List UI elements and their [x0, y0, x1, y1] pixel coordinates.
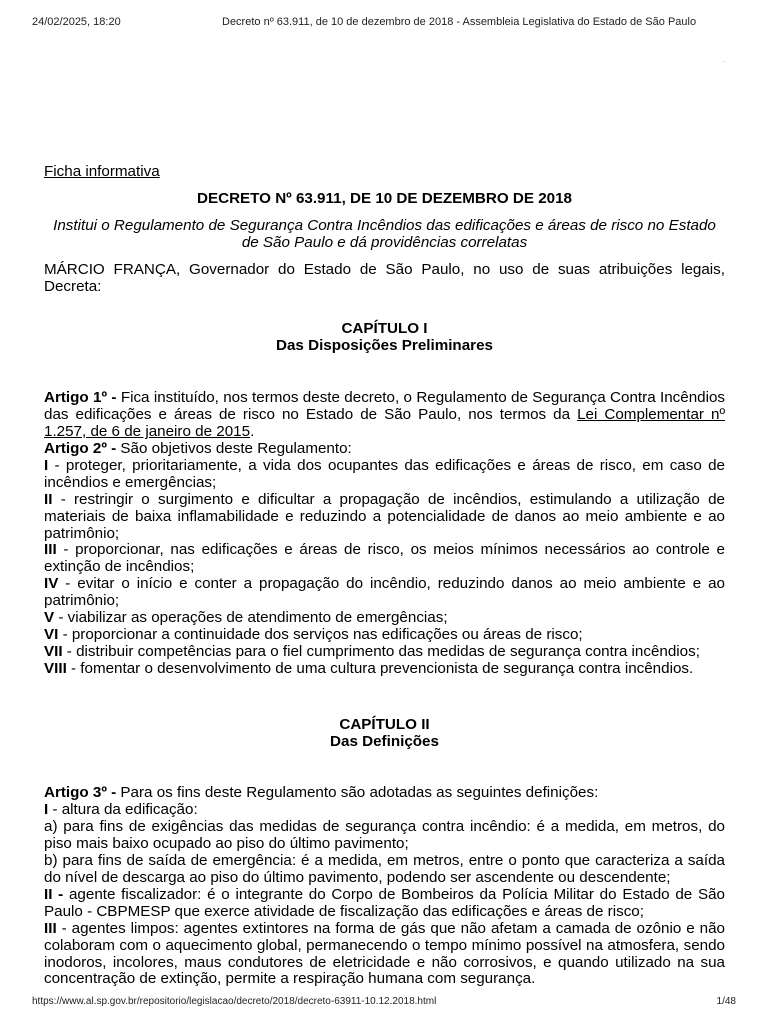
- lei-complementar-link[interactable]: Lei Complementar nº 1.257, de 6 de janeiro de 2015: [44, 406, 725, 441]
- article-2-label: Artigo 2º -: [44, 439, 117, 457]
- chapter-2-label: CAPÍTULO II: [339, 715, 430, 733]
- item-text: - distribuir competências para o fiel cumprimento das medidas de segurança contra incêndios;: [62, 642, 700, 660]
- item-number: I: [44, 801, 49, 819]
- item-text: - proporcionar a continuidade dos serviços nas edificações ou áreas de risco;: [58, 625, 583, 643]
- item-number: II: [44, 490, 53, 508]
- article-2-item: [44, 576, 725, 610]
- article-3-item-i: [44, 802, 725, 819]
- item-text: - agentes limpos: agentes extintores na forma de gás que não afetam a camada de ozônio e não colaboram com o aquecimento global, permanecendo o tempo mínimo possível na atmosfera, sendo inodoros, incolores, maus condutores de eletricidade e não corrosivos, e quando utilizado na sua concentração de extinção, permite a respiração humana com segurança.: [44, 919, 725, 988]
- item-number: V: [44, 609, 55, 627]
- corner-mark: ·: [722, 56, 726, 67]
- item-text: - fomentar o desenvolvimento de uma cultura prevencionista de segurança contra incêndios.: [66, 659, 694, 677]
- article-2-item: [44, 458, 725, 492]
- print-footer: [32, 996, 736, 1010]
- item-text: - viabilizar as operações de atendimento de emergências;: [54, 609, 448, 627]
- article-3-text: Para os fins deste Regulamento são adotadas as seguintes definições:: [116, 784, 599, 802]
- item-number: III: [44, 541, 57, 559]
- article-1-label: Artigo 1º -: [44, 389, 117, 407]
- item-number: II -: [44, 885, 64, 903]
- page-number: 1/48: [716, 996, 736, 1007]
- document-body: [44, 164, 725, 988]
- item-number: VI: [44, 625, 59, 643]
- item-text: - proteger, prioritariamente, a vida dos ocupantes das edificações e áreas de risco, em caso de incêndios e emergências;: [44, 456, 725, 491]
- article-3-item-ii: [44, 887, 725, 921]
- print-header: [32, 16, 736, 32]
- item-text: - proporcionar, nas edificações e áreas de risco, os meios mínimos necessários ao controle e extinção de incêndios;: [44, 541, 725, 576]
- chapter-2-heading: [44, 717, 725, 751]
- article-2-item: [44, 610, 725, 627]
- article-2-text: São objetivos deste Regulamento:: [116, 439, 352, 457]
- article-1: [44, 390, 725, 441]
- item-number: IV: [44, 575, 59, 593]
- item-number: III: [44, 919, 57, 937]
- print-url: https://www.al.sp.gov.br/repositorio/legislacao/decreto/2018/decreto-63911-10.12.2018.html: [32, 996, 437, 1007]
- article-3-item-iii: [44, 921, 725, 989]
- article-2: [44, 441, 725, 458]
- article-2-item: [44, 542, 725, 576]
- article-3-sub-b: b) para fins de saída de emergência: é a medida, em metros, entre o ponto que caracteriza a saída do nível de descarga ao piso do último pavimento, podendo ser ascendente ou descendente;: [44, 852, 725, 886]
- item-number: I: [44, 456, 49, 474]
- item-text: agente fiscalizador: é o integrante do Corpo de Bombeiros da Polícia Militar do Estado de São Paulo - CBPMESP que exerce atividade de fiscalização das edificações e áreas de risco;: [44, 885, 725, 920]
- article-1-text: Fica instituído, nos termos deste decreto, o Regulamento de Segurança Contra Incêndios das edificações e áreas de risco no Estado de São Paulo, nos termos da: [44, 389, 725, 424]
- decree-ementa: Institui o Regulamento de Segurança Contra Incêndios das edificações e áreas de risco no Estado de São Paulo e dá providências correlatas: [53, 216, 716, 251]
- decree-title: DECRETO Nº 63.911, DE 10 DE DEZEMBRO DE 2018: [197, 189, 572, 207]
- article-1-end: .: [250, 423, 255, 441]
- article-2-item: [44, 627, 725, 644]
- chapter-1-label: CAPÍTULO I: [341, 320, 428, 338]
- article-3: [44, 785, 725, 802]
- chapter-1-title: Das Disposições Preliminares: [276, 337, 493, 355]
- chapter-1-heading: [44, 321, 725, 355]
- item-number: VIII: [44, 659, 67, 677]
- item-number: VII: [44, 642, 63, 660]
- print-document-title: Decreto nº 63.911, de 10 de dezembro de 2018 - Assembleia Legislativa do Estado de São Paulo: [222, 16, 697, 28]
- article-2-item: [44, 644, 725, 661]
- item-text: - restringir o surgimento e dificultar a propagação de incêndios, estimulando a utilização de materiais de baixa inflamabilidade e reduzindo a potencialidade de danos ao meio ambiente e ao patrimônio;: [44, 490, 725, 542]
- article-2-item: [44, 492, 725, 543]
- preamble: MÁRCIO FRANÇA, Governador do Estado de São Paulo, no uso de suas atribuições legais, Decreta:: [44, 260, 725, 295]
- chapter-2-title: Das Definições: [330, 732, 439, 750]
- article-3-label: Artigo 3º -: [44, 784, 117, 802]
- item-text: - altura da edificação:: [48, 801, 198, 819]
- item-text: - evitar o início e conter a propagação do incêndio, reduzindo danos ao meio ambiente e ao patrimônio;: [44, 575, 725, 610]
- article-2-item: [44, 661, 725, 678]
- ficha-informativa-link[interactable]: Ficha informativa: [44, 163, 160, 180]
- print-datetime: 24/02/2025, 18:20: [32, 16, 121, 28]
- article-3-sub-a: a) para fins de exigências das medidas de segurança contra incêndio: é a medida, em metros, do piso mais baixo ocupado ao piso do último pavimento;: [44, 818, 725, 853]
